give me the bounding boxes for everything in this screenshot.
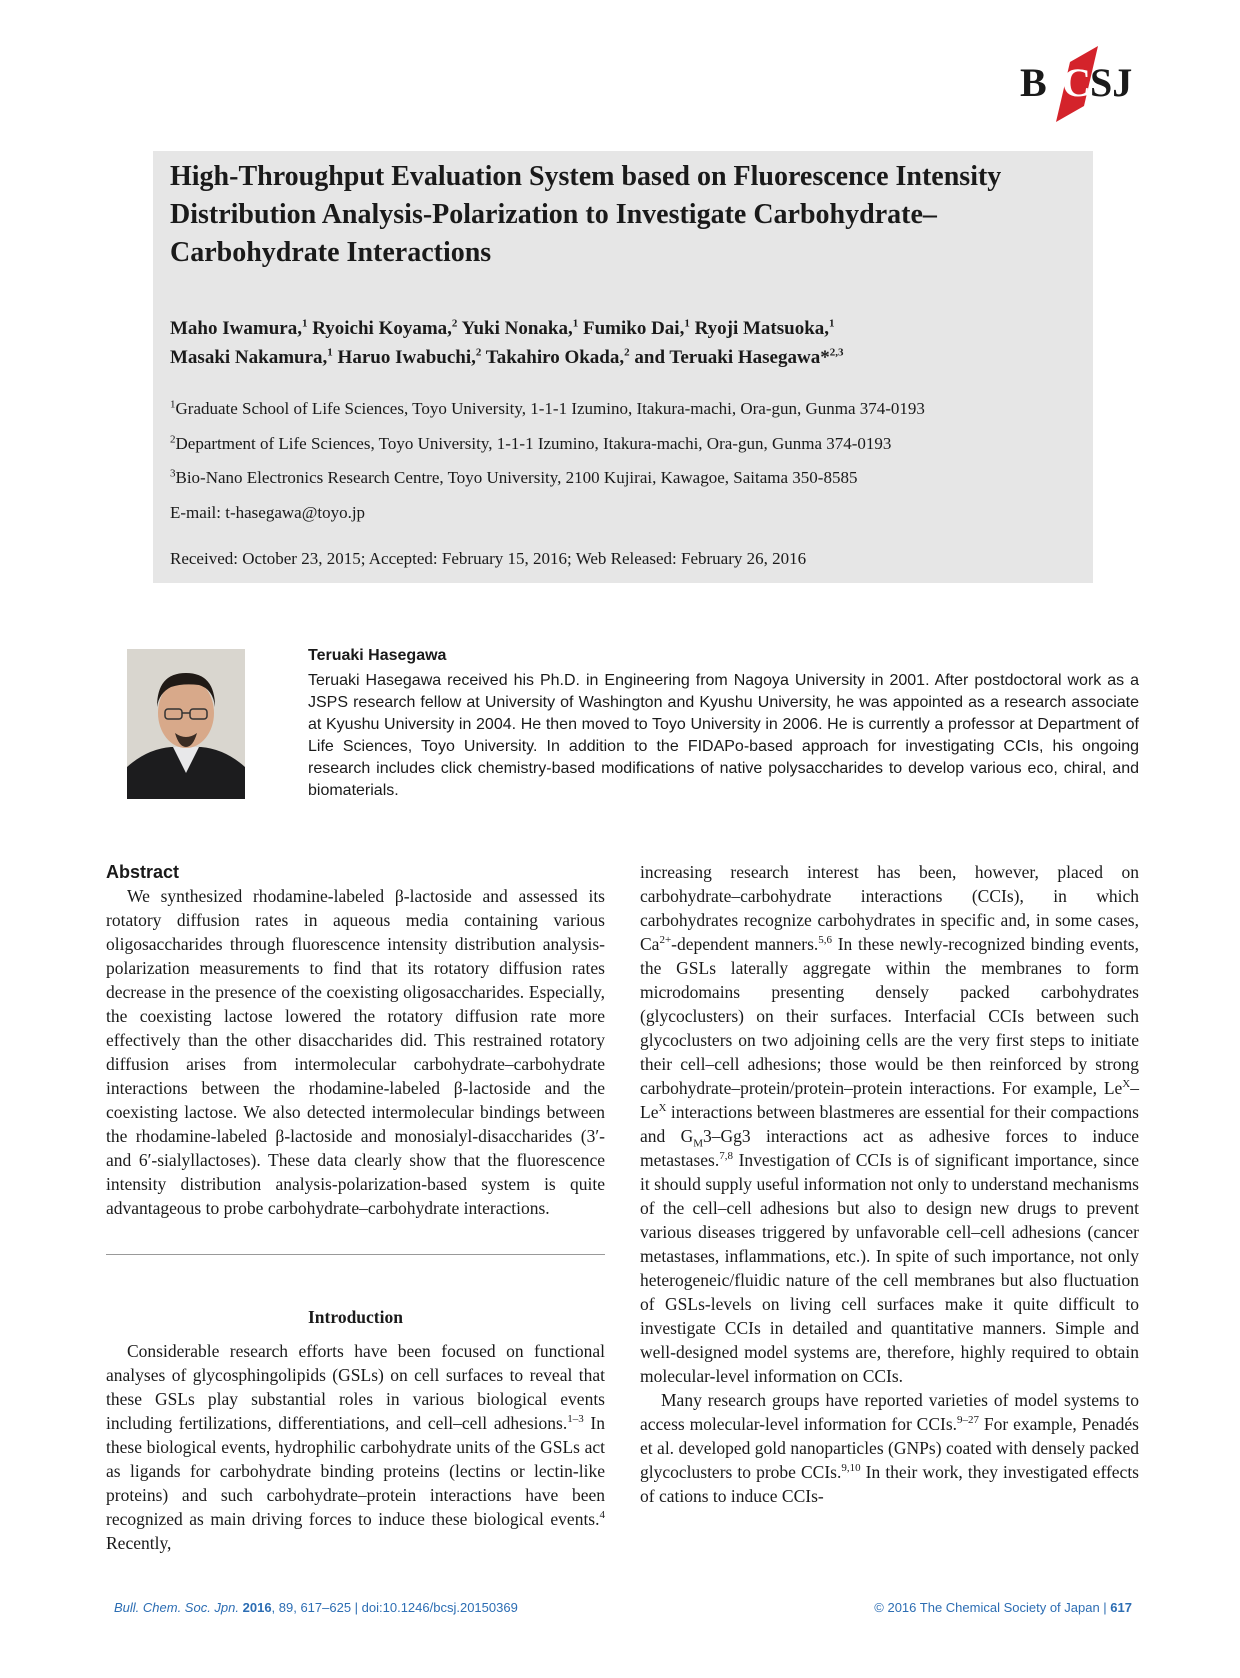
bio-text: Teruaki Hasegawa received his Ph.D. in Engineering from Nagoya University in 2001. After postdoctoral work as a JSPS research fellow at University of Washington and Kyushu University, he was appointed as a research associate at Kyushu University in 2004. He then moved to Toyo University in 2006. He is currently a professor at Department of Life Sciences, Toyo University. In addition to the FIDAPo-based approach for investigating CCIs, his ongoing research includes click chemistry-based modifications of native polysaccharides to develop various eco, chiral, and biomaterials. [308, 672, 1139, 799]
svg-text:B: B [1020, 60, 1047, 105]
author: Haruo Iwabuchi,$^2$ [337, 346, 482, 368]
introduction-right-column [640, 860, 1139, 1508]
page-number: 617 [1110, 1600, 1132, 1615]
affiliation-2: $^2$Department of Life Sciences, Toyo University, 1-1-1 Izumino, Itakura-machi, Ora-gun, Gunma 374-0193 [170, 433, 892, 453]
intro-paragraph-1-start: Considerable research efforts have been focused on functional analyses of glycosphingolipids (GSLs) on cell surfaces to reveal that these GSLs play substantial roles in various biological events including fertilizations, differentiations, and cell–cell adhesions.$^{1-3}$ In these biological events, hydrophilic carbohydrate units of the GSLs act as ligands for carbohydrate binding proteins (lectins or lectin-like proteins) and such carbohydrate–protein interactions have been recognized as main driving forces to induce these biological events.$^4$ Recently, [106, 1341, 606, 1553]
footer-citation: Bull. Chem. Soc. Jpn. 2016, 89, 617–625 | doi:10.1246/bcsj.20150369 [114, 1600, 518, 1615]
author: and Teruaki Hasegawa*$^{2,3}$ [634, 346, 844, 368]
section-divider [106, 1254, 605, 1255]
affiliation-1: $^1$Graduate School of Life Sciences, Toyo University, 1-1-1 Izumino, Itakura-machi, Ora-gun, Gunma 374-0193 [170, 398, 925, 418]
author: Yuki Nonaka,$^1$ [461, 317, 579, 339]
author: Masaki Nakamura,$^1$ [170, 346, 333, 368]
author: Takahiro Okada,$^2$ [485, 346, 630, 368]
svg-text:C: C [1062, 60, 1091, 105]
author-list [170, 314, 1050, 372]
intro-paragraph-2: Many research groups have reported varieties of model systems to access molecular-level information for CCIs.$^{9-27}$ For example, Penadés et al. developed gold nanoparticles (GNPs) coated with densely packed glycoclusters to probe CCIs.$^{9,10}$ In their work, they investigated effects of cations to induce CCIs- [640, 1390, 1139, 1506]
abstract-section [106, 860, 605, 1220]
intro-paragraph-1-cont: increasing research interest has been, however, placed on carbohydrate–carbohydrate interactions (CCIs), in which carbohydrates recognize carbohydrates in specific and, in some cases, $Ca^{2+}$-dependent manners.$^{5,6}$ In these newly-recognized binding events, the GSLs laterally aggregate within the membranes to form microdomains presenting densely packed carbohydrates (glycoclusters) on their surfaces. Interfacial CCIs between such glycoclusters on two adjoining cells are the very first steps to initiate their cell–cell adhesions; those would be then reinforced by strong carbohydrate–protein/protein–protein interactions. For example, $Le^X-Le^X$ interactions between blastmeres are essential for their compactions and $G_M3-Gg3$ interactions act as adhesive forces to induce metastases.$^{7,8}$ Investigation of CCIs is of significant importance, since it should supply useful information not only to understand mechanisms of the cell–cell adhesions but also to design new drugs to prevent various diseases triggered by unfavorable cell–cell adhesions (cancer metastases, inflammations, etc.). In spite of such importance, not only heterogeneic/fluidic nature of the cell membranes but also fluctuation of GSLs-levels on living cell surfaces make it quite difficult to investigate CCIs in detailed and quantitative manners. Simple and well-designed model systems are, therefore, highly required to obtain molecular-level information on CCIs. [640, 862, 1140, 1386]
email: E-mail: t-hasegawa@toyo.jp [170, 503, 366, 522]
footer-copyright: © 2016 The Chemical Society of Japan | 617 [874, 1600, 1132, 1615]
article-title: High-Throughput Evaluation System based on Fluorescence Intensity Distribution Analysis-Polarization to Investigate Carbohydrate–Carbohydrate Interactions [170, 161, 1002, 268]
author: Maho Iwamura,$^1$ [170, 317, 308, 339]
abstract-text: We synthesized rhodamine-labeled β-lactoside and assessed its rotatory diffusion rates in aqueous media containing various oligosaccharides through fluorescence intensity distribution analysis-polarization measurements to find that its rotatory diffusion rates decrease in the presence of the coexisting oligosaccharides. Especially, the coexisting lactose lowered the rotatory diffusion rate more effectively than the other disaccharides did. This restrained rotatory diffusion arises from intermolecular carbohydrate–carbohydrate interactions between the rhodamine-labeled β-lactoside and the coexisting lactose. We also detected intermolecular bindings between the rhodamine-labeled β-lactoside and monosialyl-disaccharides (3′- and 6′-sialyllactoses). These data clearly show that the fluorescence intensity distribution analysis-polarization-based system is quite advantageous to probe carbohydrate–carbohydrate interactions. [106, 886, 605, 1218]
affiliation-3: $^3$Bio-Nano Electronics Research Centre, Toyo University, 2100 Kujirai, Kawagoe, Saitama 350-8585 [170, 467, 858, 487]
author: Fumiko Dai,$^1$ [582, 317, 690, 339]
author: Ryoichi Koyama,$^2$ [312, 317, 458, 339]
author-photo [127, 649, 245, 799]
publication-dates: Received: October 23, 2015; Accepted: February 15, 2016; Web Released: February 26, 2016 [170, 549, 807, 568]
bcsj-logo [1018, 44, 1138, 124]
introduction-left-column [106, 1339, 605, 1555]
introduction-heading: Introduction [308, 1307, 403, 1327]
svg-text:SJ: SJ [1090, 60, 1133, 105]
author: Ryoji Matsuoka,$^1$ [694, 317, 835, 339]
bio-name: Teruaki Hasegawa [308, 647, 447, 664]
abstract-heading: Abstract [106, 862, 180, 882]
